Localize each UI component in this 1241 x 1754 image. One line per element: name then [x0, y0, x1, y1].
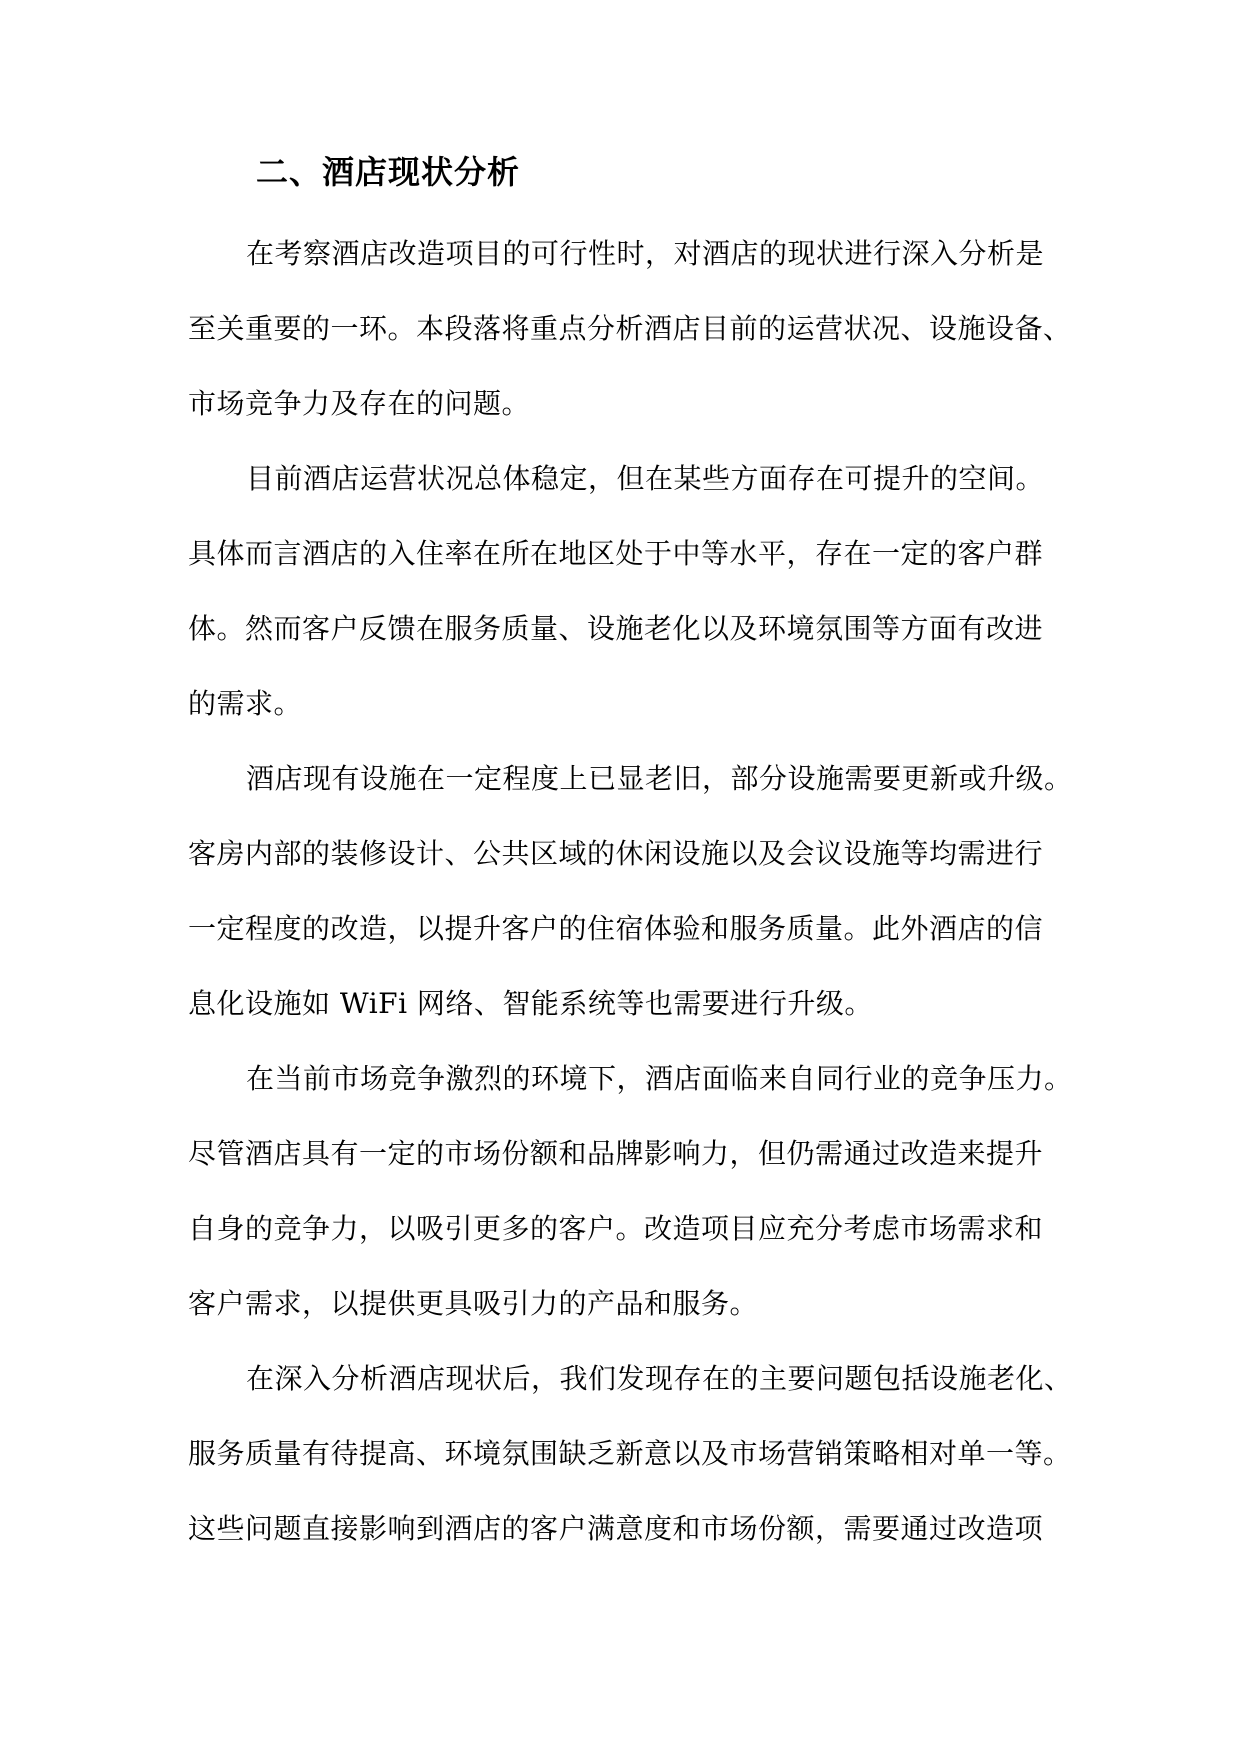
text-line: 服务质量有待提高、环境氛围缺乏新意以及市场营销策略相对单一等。 [188, 1437, 1072, 1470]
text-line: 在深入分析酒店现状后，我们发现存在的主要问题包括设施老化、 [246, 1362, 1073, 1395]
text-line: 目前酒店运营状况总体稳定，但在某些方面存在可提升的空间。 [246, 462, 1045, 495]
body-text [188, 230, 1073, 1580]
text-line: 自身的竞争力，以吸引更多的客户。改造项目应充分考虑市场需求和 [188, 1212, 1044, 1245]
text-line: 客房内部的装修设计、公共区域的休闲设施以及会议设施等均需进行 [188, 837, 1044, 870]
text-line: 体。然而客户反馈在服务质量、设施老化以及环境氛围等方面有改进 [188, 612, 1044, 645]
text-line: 至关重要的一环。本段落将重点分析酒店目前的运营状况、设施设备、 [188, 312, 1072, 345]
text-line: 客户需求，以提供更具吸引力的产品和服务。 [188, 1287, 759, 1320]
paragraph-facilities [188, 755, 1073, 1055]
text-line: 市场竞争力及存在的问题。 [188, 387, 531, 420]
paragraph-operations [188, 455, 1058, 755]
text-line: 在考察酒店改造项目的可行性时，对酒店的现状进行深入分析是 [246, 237, 1045, 270]
section-heading: 二、酒店现状分析 [256, 153, 521, 191]
text-line: 息化设施如 WiFi 网络、智能系统等也需要进行升级。 [188, 987, 873, 1020]
text-line: 的需求。 [188, 687, 303, 720]
paragraph-problems [188, 1355, 1073, 1580]
paragraph-intro [188, 230, 1072, 455]
text-line: 在当前市场竞争激烈的环境下，酒店面临来自同行业的竞争压力。 [246, 1062, 1073, 1095]
paragraph-competition [188, 1055, 1073, 1355]
text-line: 具体而言酒店的入住率在所在地区处于中等水平，存在一定的客户群 [188, 537, 1044, 570]
text-line: 尽管酒店具有一定的市场份额和品牌影响力，但仍需通过改造来提升 [188, 1137, 1044, 1170]
text-line: 酒店现有设施在一定程度上已显老旧，部分设施需要更新或升级。 [246, 762, 1073, 795]
text-line: 这些问题直接影响到酒店的客户满意度和市场份额，需要通过改造项 [188, 1512, 1044, 1545]
text-line: 一定程度的改造，以提升客户的住宿体验和服务质量。此外酒店的信 [188, 912, 1044, 945]
